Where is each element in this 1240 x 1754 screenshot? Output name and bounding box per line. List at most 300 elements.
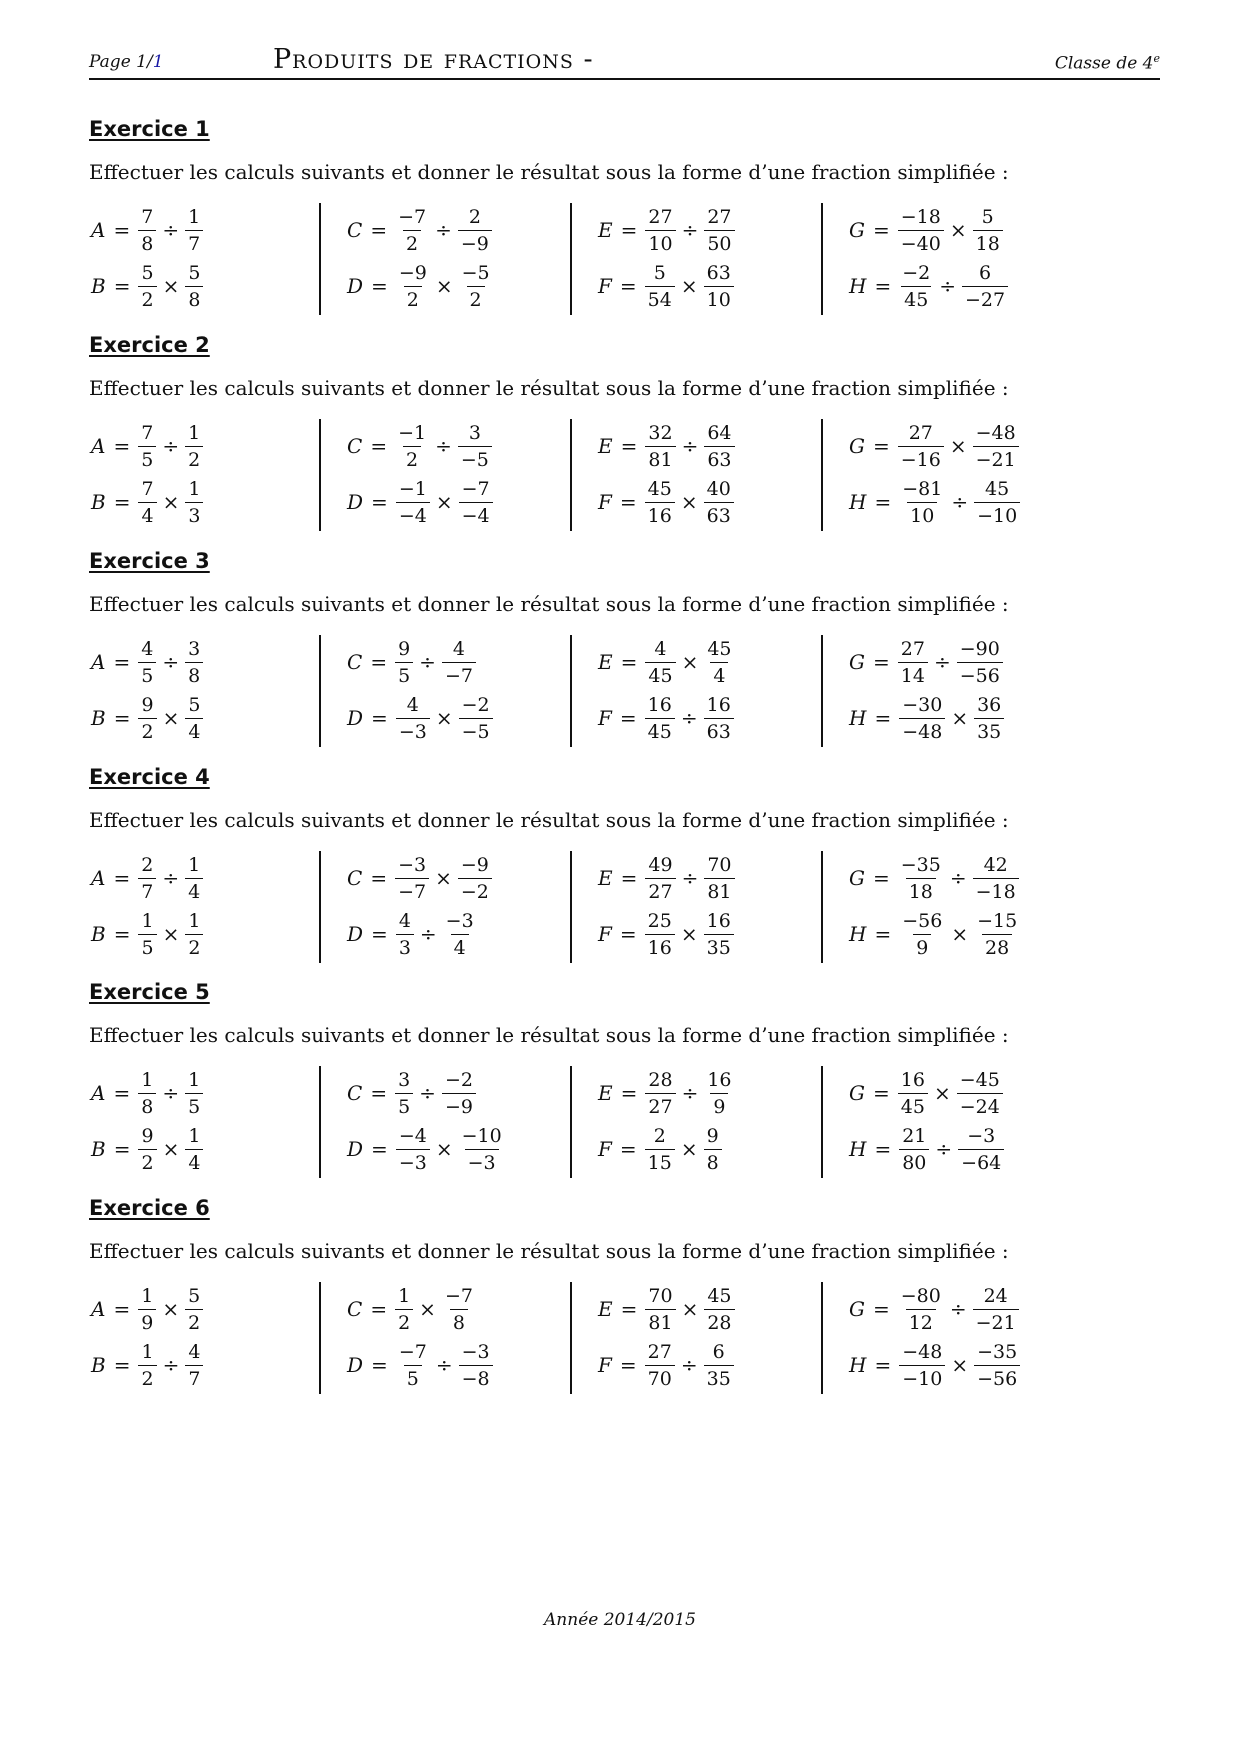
calculation-column <box>319 203 490 315</box>
fraction <box>974 1339 1020 1392</box>
numerator: −81 <box>902 477 943 500</box>
denominator: 4 <box>451 934 469 961</box>
expression <box>849 1066 1003 1120</box>
numerator: −7 <box>398 1340 427 1363</box>
fraction <box>458 204 492 257</box>
fraction <box>645 852 675 905</box>
variable-name: F <box>598 1353 612 1377</box>
denominator: 50 <box>704 230 734 257</box>
equals-sign: = <box>619 274 637 298</box>
numerator: 5 <box>653 261 666 284</box>
variable-name: E <box>598 434 613 458</box>
numerator: 7 <box>141 421 154 444</box>
equals-sign: = <box>113 490 131 514</box>
fraction <box>138 636 156 689</box>
variable-name: B <box>91 1137 106 1161</box>
numerator: −35 <box>900 853 941 876</box>
operator: × <box>680 1137 698 1161</box>
equals-sign: = <box>370 434 388 458</box>
numerator: 1 <box>188 1068 201 1091</box>
class-superscript: e <box>1153 52 1160 65</box>
variable-name: B <box>91 706 106 730</box>
equals-sign: = <box>113 274 131 298</box>
equals-sign: = <box>874 922 892 946</box>
denominator: 3 <box>185 502 203 529</box>
denominator: −64 <box>958 1149 1004 1176</box>
equals-sign: = <box>371 922 388 946</box>
exercise-title: Exercice 2 <box>89 333 210 357</box>
numerator: −48 <box>902 1340 943 1363</box>
variable-name: F <box>598 1137 612 1161</box>
fraction <box>459 476 493 529</box>
operator: × <box>162 706 180 730</box>
equals-sign: = <box>371 1137 388 1161</box>
denominator: 54 <box>645 286 675 313</box>
variable-name: C <box>347 866 363 890</box>
denominator: 2 <box>185 934 203 961</box>
expression <box>347 1338 493 1392</box>
equals-sign: = <box>619 922 637 946</box>
denominator: 8 <box>185 286 203 313</box>
denominator: −24 <box>957 1093 1003 1120</box>
variable-name: D <box>347 1137 364 1161</box>
numerator: −48 <box>975 421 1016 444</box>
equals-sign: = <box>113 1297 131 1321</box>
calculations-grid <box>89 203 1160 315</box>
operator: × <box>680 274 698 298</box>
fraction <box>458 852 492 905</box>
equals-sign: = <box>620 218 638 242</box>
denominator: 7 <box>185 230 203 257</box>
calculation-column <box>821 635 1002 747</box>
fraction <box>395 636 413 689</box>
expression <box>849 475 1020 529</box>
denominator: 63 <box>704 446 734 473</box>
calculation-column <box>319 851 489 963</box>
numerator: −30 <box>902 693 943 716</box>
denominator: −7 <box>395 878 429 905</box>
equals-sign: = <box>872 1297 890 1321</box>
denominator: −4 <box>459 502 493 529</box>
fraction <box>185 420 203 473</box>
fraction <box>138 908 156 961</box>
equals-sign: = <box>370 1297 388 1321</box>
equals-sign: = <box>874 1137 892 1161</box>
variable-name: G <box>849 1297 865 1321</box>
numerator: 9 <box>141 693 154 716</box>
denominator: 27 <box>645 1093 675 1120</box>
denominator: 2 <box>138 718 156 745</box>
calculations-grid <box>89 419 1160 531</box>
numerator: −2 <box>461 693 490 716</box>
variable-name: C <box>347 650 363 674</box>
numerator: 6 <box>712 1340 725 1363</box>
numerator: 5 <box>981 205 994 228</box>
denominator: −2 <box>458 878 492 905</box>
fraction <box>899 1339 945 1392</box>
operator: × <box>162 1137 180 1161</box>
numerator: −45 <box>959 1068 1000 1091</box>
denominator: 16 <box>645 934 675 961</box>
fraction <box>185 636 203 689</box>
expression <box>91 1282 203 1336</box>
operator: × <box>162 1297 180 1321</box>
equals-sign: = <box>874 274 892 298</box>
operator: ÷ <box>939 274 956 298</box>
calculation-column <box>319 419 490 531</box>
numerator: 4 <box>398 909 411 932</box>
denominator: −5 <box>459 718 493 745</box>
variable-name: E <box>598 218 613 242</box>
operator: ÷ <box>681 218 699 242</box>
denominator: 7 <box>138 878 156 905</box>
numerator: 45 <box>985 477 1010 500</box>
equals-sign: = <box>872 1081 890 1105</box>
fraction <box>458 420 492 473</box>
equals-sign: = <box>872 218 890 242</box>
numerator: 70 <box>707 853 732 876</box>
numerator: 16 <box>647 693 672 716</box>
fraction <box>704 260 734 313</box>
equals-sign: = <box>872 650 890 674</box>
fraction <box>138 476 156 529</box>
calculation-column <box>570 1066 732 1178</box>
numerator: −9 <box>398 261 427 284</box>
fraction <box>704 476 734 529</box>
calculation-column <box>570 1282 732 1394</box>
denominator: 3 <box>396 934 414 961</box>
fraction <box>396 260 430 313</box>
fraction <box>185 692 203 745</box>
variable-name: E <box>598 1081 613 1105</box>
denominator: 2 <box>138 1365 156 1392</box>
expression <box>347 259 493 313</box>
denominator: −21 <box>973 1309 1019 1336</box>
variable-name: E <box>598 866 613 890</box>
expression <box>91 907 203 961</box>
variable-name: A <box>91 1297 106 1321</box>
denominator: 10 <box>907 502 937 529</box>
expression <box>598 1338 734 1392</box>
expression <box>347 475 493 529</box>
fraction <box>396 476 430 529</box>
numerator: −10 <box>461 1124 502 1147</box>
expression <box>849 419 1019 473</box>
operator: × <box>681 1297 699 1321</box>
denominator: 8 <box>138 1093 156 1120</box>
denominator: 4 <box>138 502 156 529</box>
variable-name: H <box>849 490 867 514</box>
expression <box>849 851 1019 905</box>
expression <box>849 1122 1004 1176</box>
operator: ÷ <box>681 434 699 458</box>
fraction <box>704 908 734 961</box>
numerator: 27 <box>648 205 673 228</box>
fraction <box>645 204 675 257</box>
numerator: 4 <box>188 1340 201 1363</box>
denominator: −21 <box>973 446 1019 473</box>
denominator: 2 <box>138 286 156 313</box>
operator: ÷ <box>680 706 698 730</box>
exercise-title: Exercice 3 <box>89 549 210 573</box>
expression <box>91 203 203 257</box>
expression <box>598 851 735 905</box>
denominator: 8 <box>185 662 203 689</box>
expression <box>598 1066 735 1120</box>
variable-name: B <box>91 274 106 298</box>
numerator: −2 <box>444 1068 473 1091</box>
numerator: 6 <box>979 261 992 284</box>
equals-sign: = <box>371 1353 388 1377</box>
calculation-column <box>570 635 732 747</box>
numerator: −56 <box>902 909 943 932</box>
variable-name: B <box>91 490 106 514</box>
variable-name: G <box>849 434 865 458</box>
fraction <box>645 260 675 313</box>
fraction <box>645 636 675 689</box>
denominator: 2 <box>138 1149 156 1176</box>
expression <box>598 419 735 473</box>
denominator: −4 <box>396 502 430 529</box>
exercise-instruction: Effectuer les calculs suivants et donner le résultat sous la forme d’une fraction simplifiée : <box>89 808 1009 832</box>
page-title: Produits de fractions - <box>273 44 594 75</box>
numerator: 36 <box>977 693 1002 716</box>
fraction <box>395 1283 413 1336</box>
denominator: 35 <box>974 718 1004 745</box>
equals-sign: = <box>113 1081 131 1105</box>
operator: × <box>680 922 698 946</box>
variable-name: G <box>849 1081 865 1105</box>
numerator: 49 <box>648 853 673 876</box>
operator: ÷ <box>951 490 969 514</box>
denominator: 2 <box>395 1309 413 1336</box>
fraction <box>459 692 493 745</box>
equals-sign: = <box>113 922 131 946</box>
page-total-link[interactable]: 1 <box>152 52 164 72</box>
operator: ÷ <box>419 650 436 674</box>
expression <box>91 691 203 745</box>
numerator: 1 <box>398 1284 411 1307</box>
fraction <box>973 204 1003 257</box>
fraction <box>973 852 1019 905</box>
fraction <box>899 476 945 529</box>
expression <box>598 1282 735 1336</box>
denominator: −27 <box>962 286 1008 313</box>
fraction <box>138 204 156 257</box>
numerator: 27 <box>707 205 732 228</box>
numerator: −5 <box>461 261 490 284</box>
exercise-title: Exercice 1 <box>89 117 210 141</box>
operator: ÷ <box>935 1137 953 1161</box>
fraction <box>459 1123 505 1176</box>
numerator: −9 <box>460 853 489 876</box>
operator: ÷ <box>435 434 452 458</box>
calculation-column <box>821 419 1018 531</box>
footer-year: Année 2014/2015 <box>544 1610 696 1630</box>
operator: ÷ <box>162 1081 180 1105</box>
expression <box>598 1122 722 1176</box>
variable-name: G <box>849 218 865 242</box>
expression <box>849 1338 1020 1392</box>
fraction <box>898 852 944 905</box>
denominator: 5 <box>138 934 156 961</box>
numerator: 1 <box>188 205 201 228</box>
denominator: −10 <box>974 502 1020 529</box>
numerator: 4 <box>654 637 667 660</box>
denominator: 2 <box>467 286 485 313</box>
expression <box>598 907 734 961</box>
numerator: 4 <box>406 693 419 716</box>
equals-sign: = <box>874 706 892 730</box>
fraction <box>138 420 156 473</box>
equals-sign: = <box>370 1081 388 1105</box>
numerator: 4 <box>452 637 465 660</box>
fraction <box>704 636 734 689</box>
numerator: −3 <box>461 1340 490 1363</box>
expression <box>91 1338 203 1392</box>
fraction <box>974 476 1020 529</box>
numerator: 32 <box>648 421 673 444</box>
fraction <box>704 852 734 905</box>
denominator: 80 <box>899 1149 929 1176</box>
operator: × <box>951 922 969 946</box>
operator: × <box>681 650 699 674</box>
denominator: 81 <box>704 878 734 905</box>
variable-name: A <box>91 650 106 674</box>
numerator: 45 <box>647 477 672 500</box>
fraction <box>645 1283 675 1336</box>
expression <box>91 259 203 313</box>
operator: ÷ <box>949 1297 967 1321</box>
calculation-column <box>319 1282 490 1394</box>
fraction <box>138 1283 156 1336</box>
denominator: −9 <box>458 230 492 257</box>
denominator: 45 <box>645 718 675 745</box>
operator: × <box>951 1353 969 1377</box>
fraction <box>899 908 945 961</box>
fraction <box>443 908 477 961</box>
equals-sign: = <box>113 1137 131 1161</box>
equals-sign: = <box>113 434 131 458</box>
fraction <box>185 1067 203 1120</box>
calculation-column <box>570 203 732 315</box>
numerator: 1 <box>141 909 154 932</box>
operator: ÷ <box>419 1081 436 1105</box>
fraction <box>185 476 203 529</box>
fraction <box>645 420 675 473</box>
expression <box>91 851 203 905</box>
numerator: 42 <box>983 853 1008 876</box>
equals-sign: = <box>113 1353 131 1377</box>
fraction <box>898 420 944 473</box>
equals-sign: = <box>371 706 388 730</box>
calculation-column <box>570 851 732 963</box>
calculation-column <box>821 1066 1002 1178</box>
operator: × <box>435 1137 453 1161</box>
numerator: 1 <box>188 853 201 876</box>
denominator: −16 <box>898 446 944 473</box>
fraction <box>958 1123 1004 1176</box>
variable-name: D <box>347 706 364 730</box>
fraction <box>957 636 1003 689</box>
numerator: 1 <box>188 421 201 444</box>
numerator: 21 <box>902 1124 927 1147</box>
denominator: −3 <box>396 1149 430 1176</box>
calculation-column <box>821 203 1006 315</box>
equals-sign: = <box>113 650 131 674</box>
fraction <box>973 420 1019 473</box>
page-header <box>89 44 1160 80</box>
fraction <box>395 852 429 905</box>
variable-name: E <box>598 1297 613 1321</box>
variable-name: B <box>91 1353 106 1377</box>
denominator: 9 <box>710 1093 728 1120</box>
equals-sign: = <box>872 866 890 890</box>
fraction <box>898 1283 944 1336</box>
numerator: −1 <box>398 421 427 444</box>
denominator: 14 <box>898 662 928 689</box>
calculations-grid <box>89 1282 1160 1394</box>
numerator: 63 <box>706 261 731 284</box>
numerator: 27 <box>908 421 933 444</box>
exercise-title: Exercice 5 <box>89 980 210 1004</box>
numerator: −3 <box>967 1124 996 1147</box>
numerator: −7 <box>398 205 427 228</box>
variable-name: D <box>347 922 364 946</box>
fraction <box>704 1067 734 1120</box>
numerator: 24 <box>983 1284 1008 1307</box>
numerator: −2 <box>902 261 931 284</box>
fraction <box>899 260 933 313</box>
fraction <box>974 692 1004 745</box>
operator: ÷ <box>162 866 180 890</box>
expression <box>347 1066 476 1120</box>
denominator: 28 <box>704 1309 734 1336</box>
operator: ÷ <box>949 866 967 890</box>
denominator: 70 <box>645 1365 675 1392</box>
numerator: 3 <box>468 421 481 444</box>
denominator: 35 <box>704 1365 734 1392</box>
numerator: 5 <box>188 261 201 284</box>
exercise-instruction: Effectuer les calculs suivants et donner le résultat sous la forme d’une fraction simplifiée : <box>89 1239 1009 1263</box>
fraction <box>704 1123 722 1176</box>
fraction <box>442 1067 476 1120</box>
numerator: 28 <box>648 1068 673 1091</box>
expression <box>91 635 203 689</box>
variable-name: E <box>598 650 613 674</box>
denominator: −8 <box>459 1365 493 1392</box>
exercise-instruction: Effectuer les calculs suivants et donner le résultat sous la forme d’une fraction simplifiée : <box>89 376 1009 400</box>
fraction <box>704 692 734 745</box>
denominator: 81 <box>645 446 675 473</box>
denominator: 81 <box>645 1309 675 1336</box>
fraction <box>645 1339 675 1392</box>
denominator: −3 <box>465 1149 499 1176</box>
denominator: −56 <box>957 662 1003 689</box>
numerator: 70 <box>648 1284 673 1307</box>
denominator: 63 <box>704 502 734 529</box>
numerator: −4 <box>398 1124 427 1147</box>
numerator: −90 <box>959 637 1000 660</box>
numerator: −15 <box>977 909 1018 932</box>
variable-name: C <box>347 1297 363 1321</box>
variable-name: G <box>849 866 865 890</box>
denominator: 18 <box>973 230 1003 257</box>
fraction <box>704 420 734 473</box>
expression <box>849 691 1004 745</box>
fraction <box>396 692 430 745</box>
denominator: 5 <box>395 662 413 689</box>
